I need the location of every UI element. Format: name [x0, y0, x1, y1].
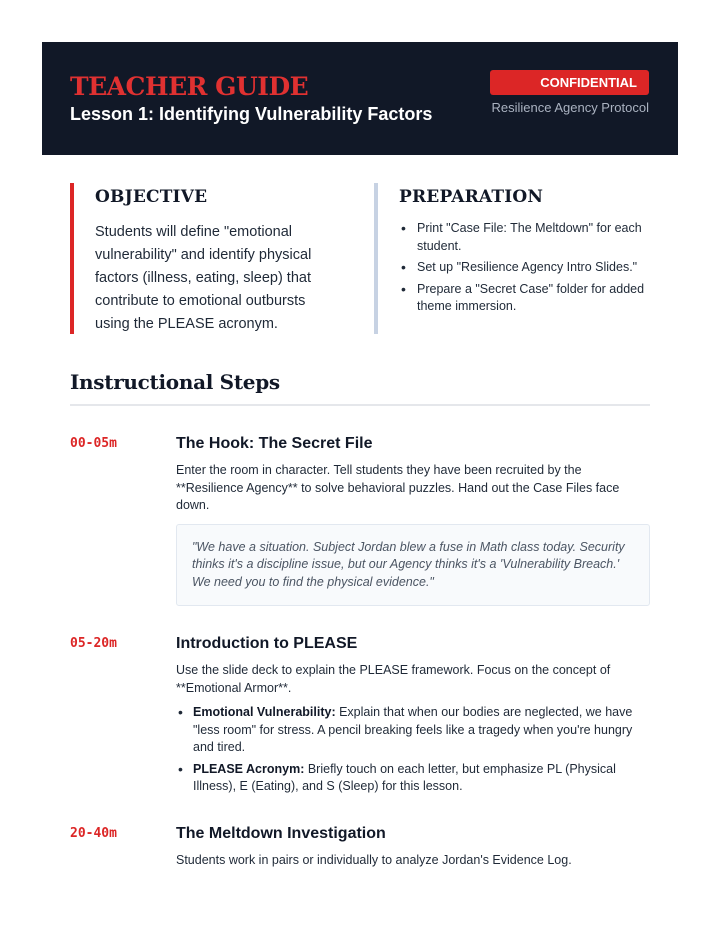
bullet-term: PLEASE Acronym:	[193, 761, 305, 776]
list-item	[176, 761, 650, 796]
list-item: • Set up "Resilience Agency Intro Slides."	[399, 259, 649, 277]
lesson-title: Lesson 1: Identifying Vulnerability Factors	[70, 104, 433, 124]
confidential-badge: CONFIDENTIAL	[490, 70, 649, 95]
list-item: • Prepare a "Secret Case" folder for added theme immersion.	[399, 281, 649, 316]
preparation-section	[374, 183, 650, 334]
preparation-list	[399, 220, 650, 316]
step-time: 00-05m	[70, 436, 117, 451]
step-investigation	[176, 825, 650, 870]
step-bullet-list	[176, 704, 650, 796]
list-item: • Print "Case File: The Meltdown" for each student.	[399, 220, 649, 255]
bullet-text: Explain that when our bodies are neglected, we have "less room" for stress. A pencil breaking feels like a tragedy when you're hungry and tired.	[193, 705, 633, 754]
instructional-steps-heading: Instructional Steps	[70, 370, 280, 394]
preparation-heading: PREPARATION	[399, 187, 544, 207]
step-introduction	[176, 635, 650, 800]
step-hook	[176, 435, 650, 606]
step-time: 20-40m	[70, 826, 117, 841]
divider	[70, 404, 650, 406]
bullet-term: Emotional Vulnerability:	[193, 705, 336, 719]
step-title: The Hook: The Secret File	[176, 435, 373, 452]
protocol-label: Resilience Agency Protocol	[491, 100, 649, 115]
step-text: Enter the room in character. Tell students they have been recruited by the **Resilience Agency** to solve behavioral puzzles. Hand out the Case Files face down.	[176, 463, 620, 512]
page-header	[42, 42, 678, 155]
objective-text: Students will define "emotional vulnerability" and identify physical factors (illness, eating, sleep) that contribute to emotional outbursts using the PLEASE acronym.	[95, 224, 312, 332]
list-item	[176, 704, 650, 757]
objective-section	[70, 183, 340, 334]
step-title: Introduction to PLEASE	[176, 635, 358, 652]
guide-title: TEACHER GUIDE	[70, 72, 309, 101]
objective-heading: OBJECTIVE	[95, 187, 208, 207]
bullet-text: Briefly touch on each letter, but emphasize PL (Physical Illness), E (Eating), and S (Sleep) for this lesson.	[193, 761, 616, 793]
step-text: Use the slide deck to explain the PLEASE framework. Focus on the concept of **Emotional Armor**.	[176, 663, 611, 695]
step-quote: "We have a situation. Subject Jordan blew a fuse in Math class today. Security thinks it's a discipline issue, but our Agency thinks it's a 'Vulnerability Breach.' We need you to find the physical evidence."	[176, 524, 650, 607]
step-text: Students work in pairs or individually to analyze Jordan's Evidence Log.	[176, 853, 572, 867]
step-time: 05-20m	[70, 636, 117, 651]
step-title: The Meltdown Investigation	[176, 825, 386, 842]
